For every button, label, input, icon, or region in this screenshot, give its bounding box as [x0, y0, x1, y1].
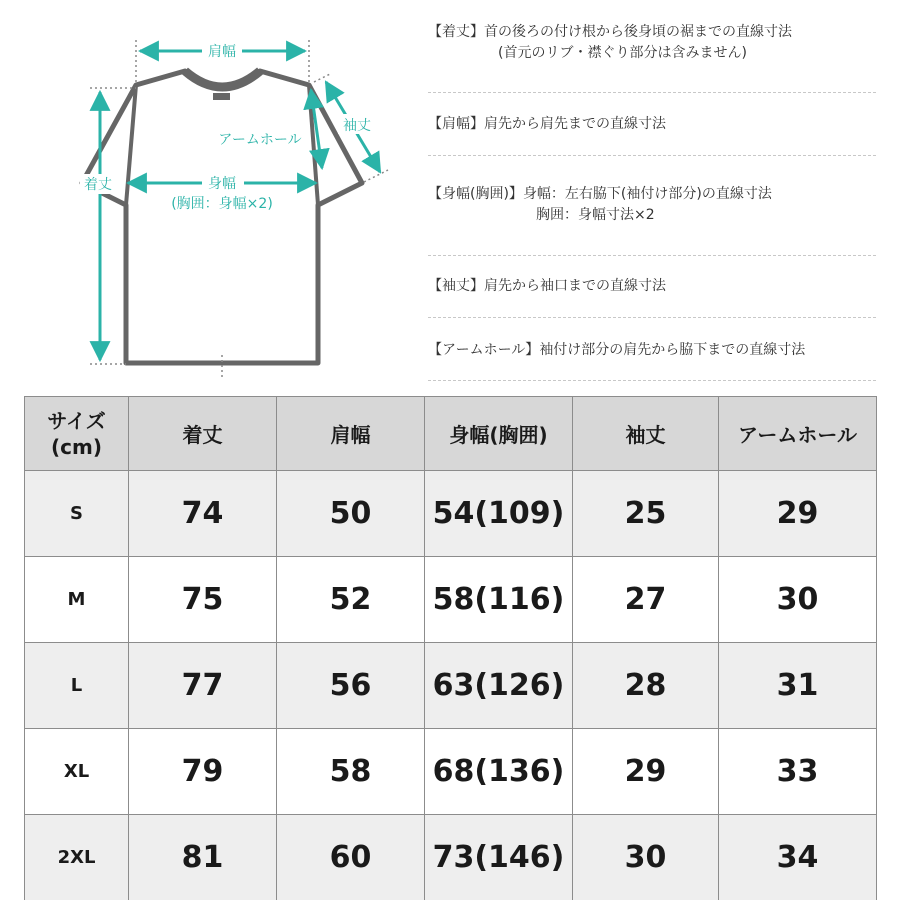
- definition-label: 【肩幅】: [428, 116, 484, 132]
- definition-continuation: (首元のリブ・襟ぐり部分は含みません): [498, 45, 747, 61]
- definition-text: 首の後ろの付け根から後身頃の裾までの直線寸法: [484, 24, 792, 40]
- table-cell: 79: [129, 729, 277, 815]
- table-cell: 56: [277, 643, 425, 729]
- table-cell: 58(116): [425, 557, 573, 643]
- tshirt-measurement-diagram: [0, 0, 420, 385]
- definition-body-width: [428, 184, 876, 226]
- table-cell: 77: [129, 643, 277, 729]
- divider: [428, 92, 876, 93]
- table-cell: 30: [719, 557, 877, 643]
- table-row: [25, 557, 877, 643]
- definition-text: 袖付け部分の肩先から脇下までの直線寸法: [539, 342, 806, 358]
- size-cell: S: [25, 471, 129, 557]
- definition-label: 【着丈】: [428, 24, 484, 40]
- size-cell: XL: [25, 729, 129, 815]
- definition-continuation: 胸囲：身幅寸法×2: [536, 207, 655, 223]
- table-cell: 63(126): [425, 643, 573, 729]
- table-cell: 30: [573, 815, 719, 900]
- table-cell: 52: [277, 557, 425, 643]
- definition-sleeve: [428, 276, 876, 297]
- table-header-row: [25, 397, 877, 471]
- shoulder-width-label: 肩幅: [208, 44, 236, 60]
- table-cell: 58: [277, 729, 425, 815]
- definition-text: 身幅：左右脇下(袖付け部分)の直線寸法: [522, 186, 772, 202]
- armhole-label: アームホール: [218, 132, 302, 148]
- definition-text: 肩先から袖口までの直線寸法: [484, 278, 666, 294]
- size-cell: M: [25, 557, 129, 643]
- chest-note-label: (胸囲：身幅×2): [171, 196, 273, 212]
- sleeve-length-label: 袖丈: [343, 118, 371, 134]
- column-header-body-width: 身幅(胸囲): [425, 397, 573, 471]
- table-cell: 27: [573, 557, 719, 643]
- neck-tag: [213, 93, 230, 100]
- table-row: [25, 643, 877, 729]
- table-cell: 50: [277, 471, 425, 557]
- size-chart-table: [24, 396, 877, 900]
- column-header-length: 着丈: [129, 397, 277, 471]
- definition-label: 【袖丈】: [428, 278, 484, 294]
- size-cell: L: [25, 643, 129, 729]
- table-cell: 60: [277, 815, 425, 900]
- divider: [428, 380, 876, 381]
- body-width-label: 身幅: [208, 176, 236, 192]
- table-row: [25, 471, 877, 557]
- definition-armhole: [428, 340, 876, 361]
- column-header-armhole: アームホール: [719, 397, 877, 471]
- divider: [428, 155, 876, 156]
- table-row: [25, 815, 877, 900]
- table-cell: 25: [573, 471, 719, 557]
- table-cell: 29: [573, 729, 719, 815]
- table-cell: 68(136): [425, 729, 573, 815]
- length-label: 着丈: [84, 177, 112, 193]
- table-cell: 29: [719, 471, 877, 557]
- size-cell: 2XL: [25, 815, 129, 900]
- table-cell: 31: [719, 643, 877, 729]
- definition-length: [428, 22, 876, 64]
- column-header-sleeve: 袖丈: [573, 397, 719, 471]
- table-cell: 33: [719, 729, 877, 815]
- table-cell: 73(146): [425, 815, 573, 900]
- divider: [428, 317, 876, 318]
- column-header-size: サイズ (cm): [25, 397, 129, 471]
- tshirt-outline: [82, 71, 362, 363]
- definition-text: 肩先から肩先までの直線寸法: [484, 116, 666, 132]
- column-header-shoulder: 肩幅: [277, 397, 425, 471]
- table-cell: 34: [719, 815, 877, 900]
- definition-label: 【アームホール】: [428, 342, 540, 358]
- table-cell: 28: [573, 643, 719, 729]
- definition-shoulder: [428, 114, 876, 135]
- table-cell: 54(109): [425, 471, 573, 557]
- table-cell: 75: [129, 557, 277, 643]
- divider: [428, 255, 876, 256]
- table-cell: 74: [129, 471, 277, 557]
- definition-label: 【身幅(胸囲)】: [428, 186, 523, 202]
- table-row: [25, 729, 877, 815]
- table-cell: 81: [129, 815, 277, 900]
